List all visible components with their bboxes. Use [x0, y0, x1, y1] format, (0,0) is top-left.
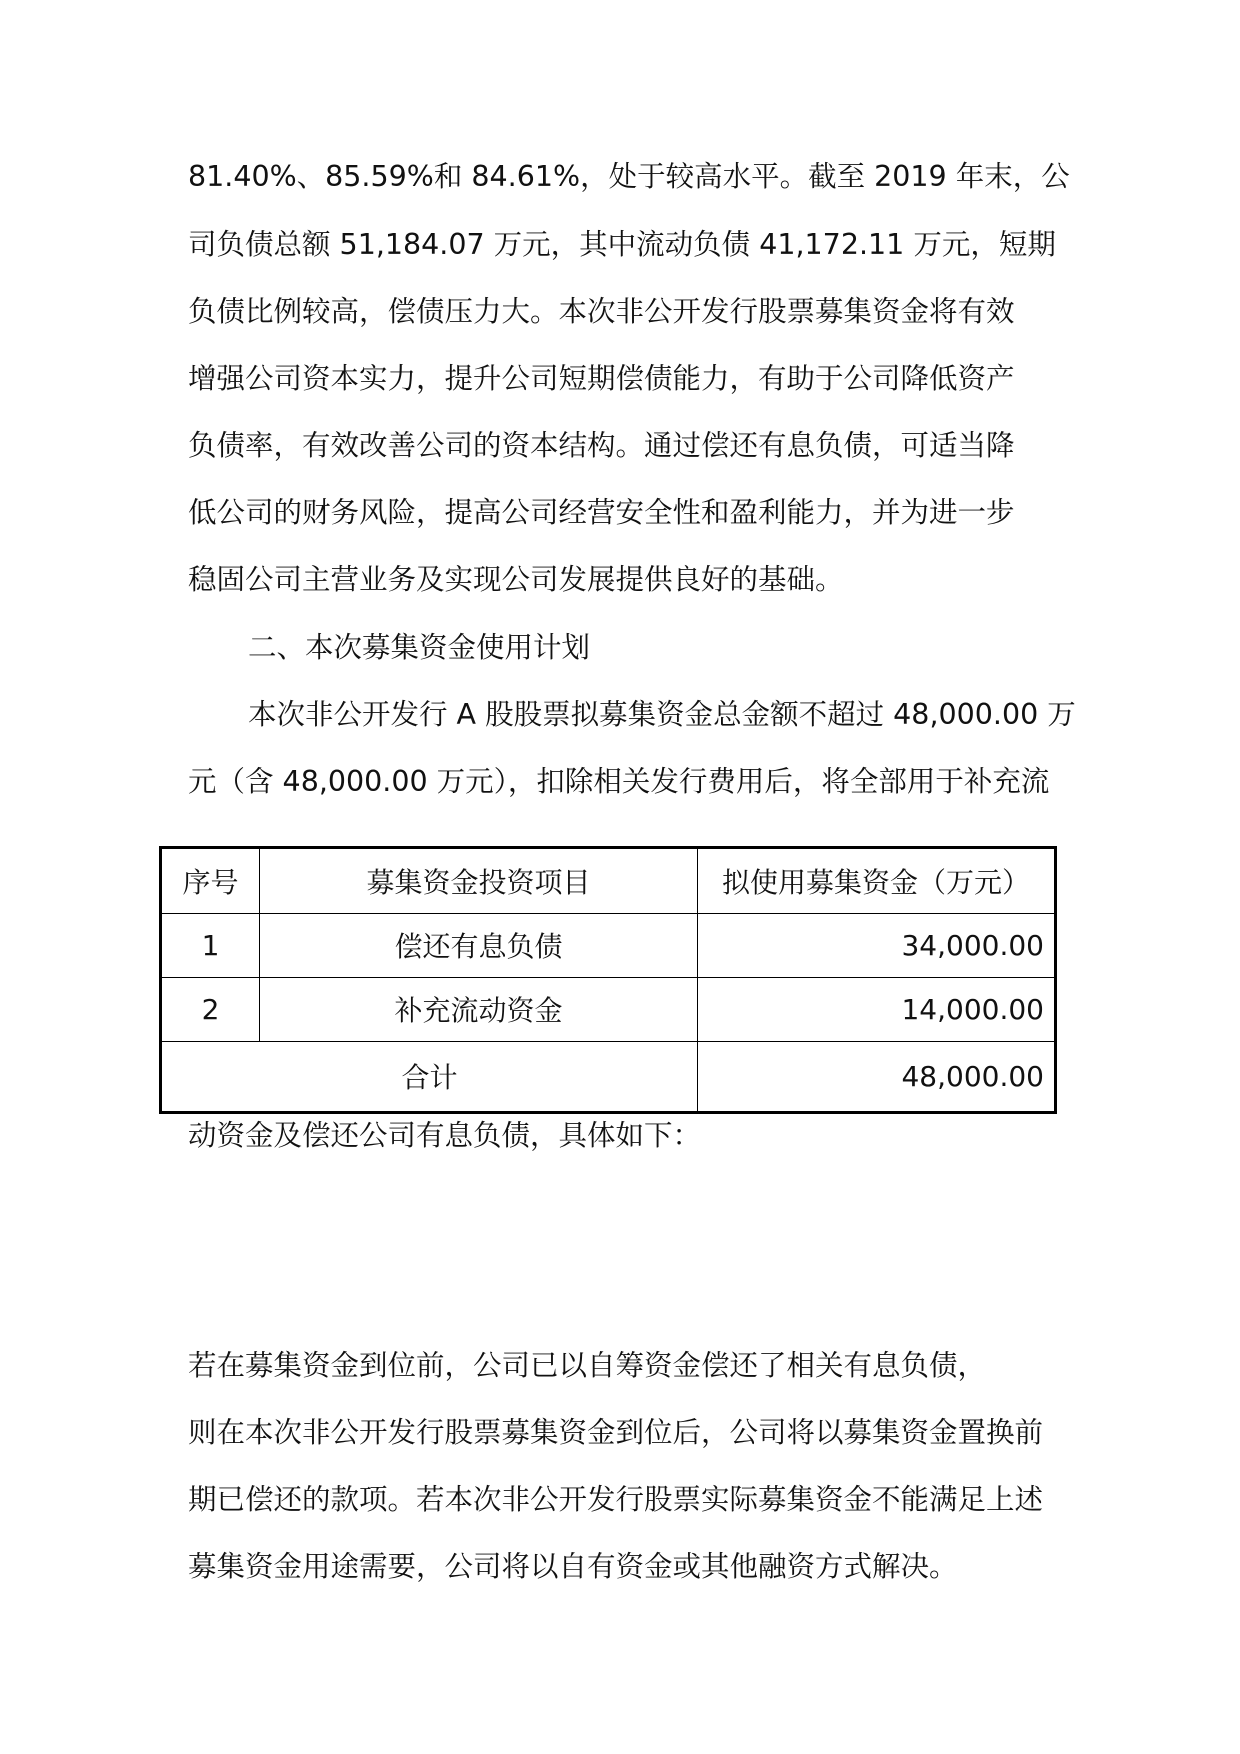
paragraph-line: 稳固公司主营业务及实现公司发展提供良好的基础。 — [188, 563, 844, 596]
row-item: 偿还有息负债 — [260, 913, 698, 977]
row-number: 1 — [161, 913, 260, 977]
row-amount: 14,000.00 — [698, 977, 1056, 1041]
paragraph-line: 低公司的财务风险，提高公司经营安全性和盈利能力，并为进一步 — [188, 496, 1015, 529]
paragraph-line: 动资金及偿还公司有息负债，具体如下： — [188, 1119, 702, 1152]
table-row — [161, 913, 1056, 977]
paragraph-line: 负债比例较高，偿债压力大。本次非公开发行股票募集资金将有效 — [188, 295, 1015, 328]
table-row — [161, 977, 1056, 1041]
paragraph-line: 则在本次非公开发行股票募集资金到位后，公司将以募集资金置换前 — [188, 1416, 1044, 1449]
row-item: 补充流动资金 — [260, 977, 698, 1041]
table-header-cell: 序号 — [161, 848, 260, 914]
paragraph-line: 期已偿还的款项。若本次非公开发行股票实际募集资金不能满足上述 — [188, 1483, 1044, 1516]
section-heading: 二、本次募集资金使用计划 — [248, 631, 591, 664]
row-amount: 34,000.00 — [698, 913, 1056, 977]
table-total-row — [161, 1041, 1056, 1112]
paragraph-line: 元（含 48,000.00 万元），扣除相关发行费用后，将全部用于补充流 — [188, 765, 1050, 798]
paragraph-line: 本次非公开发行 A 股股票拟募集资金总金额不超过 48,000.00 万 — [248, 698, 1076, 731]
table-header-cell: 募集资金投资项目 — [260, 848, 698, 914]
table-header-row — [161, 848, 1056, 914]
paragraph-line: 负债率，有效改善公司的资本结构。通过偿还有息负债，可适当降 — [188, 429, 1015, 462]
total-amount: 48,000.00 — [698, 1041, 1056, 1112]
fund-usage-table — [159, 846, 1057, 1114]
paragraph-line: 司负债总额 51,184.07 万元，其中流动负债 41,172.11 万元，短期 — [188, 228, 1056, 261]
table-header-cell: 拟使用募集资金（万元） — [698, 848, 1056, 914]
paragraph-line: 81.40%、85.59%和 84.61%，处于较高水平。截至 2019 年末，公 — [188, 160, 1070, 193]
total-label: 合计 — [161, 1041, 698, 1112]
paragraph-line: 募集资金用途需要，公司将以自有资金或其他融资方式解决。 — [188, 1550, 958, 1583]
paragraph-line: 若在募集资金到位前，公司已以自筹资金偿还了相关有息负债， — [188, 1349, 987, 1382]
row-number: 2 — [161, 977, 260, 1041]
paragraph-line: 增强公司资本实力，提升公司短期偿债能力，有助于公司降低资产 — [188, 362, 1015, 395]
